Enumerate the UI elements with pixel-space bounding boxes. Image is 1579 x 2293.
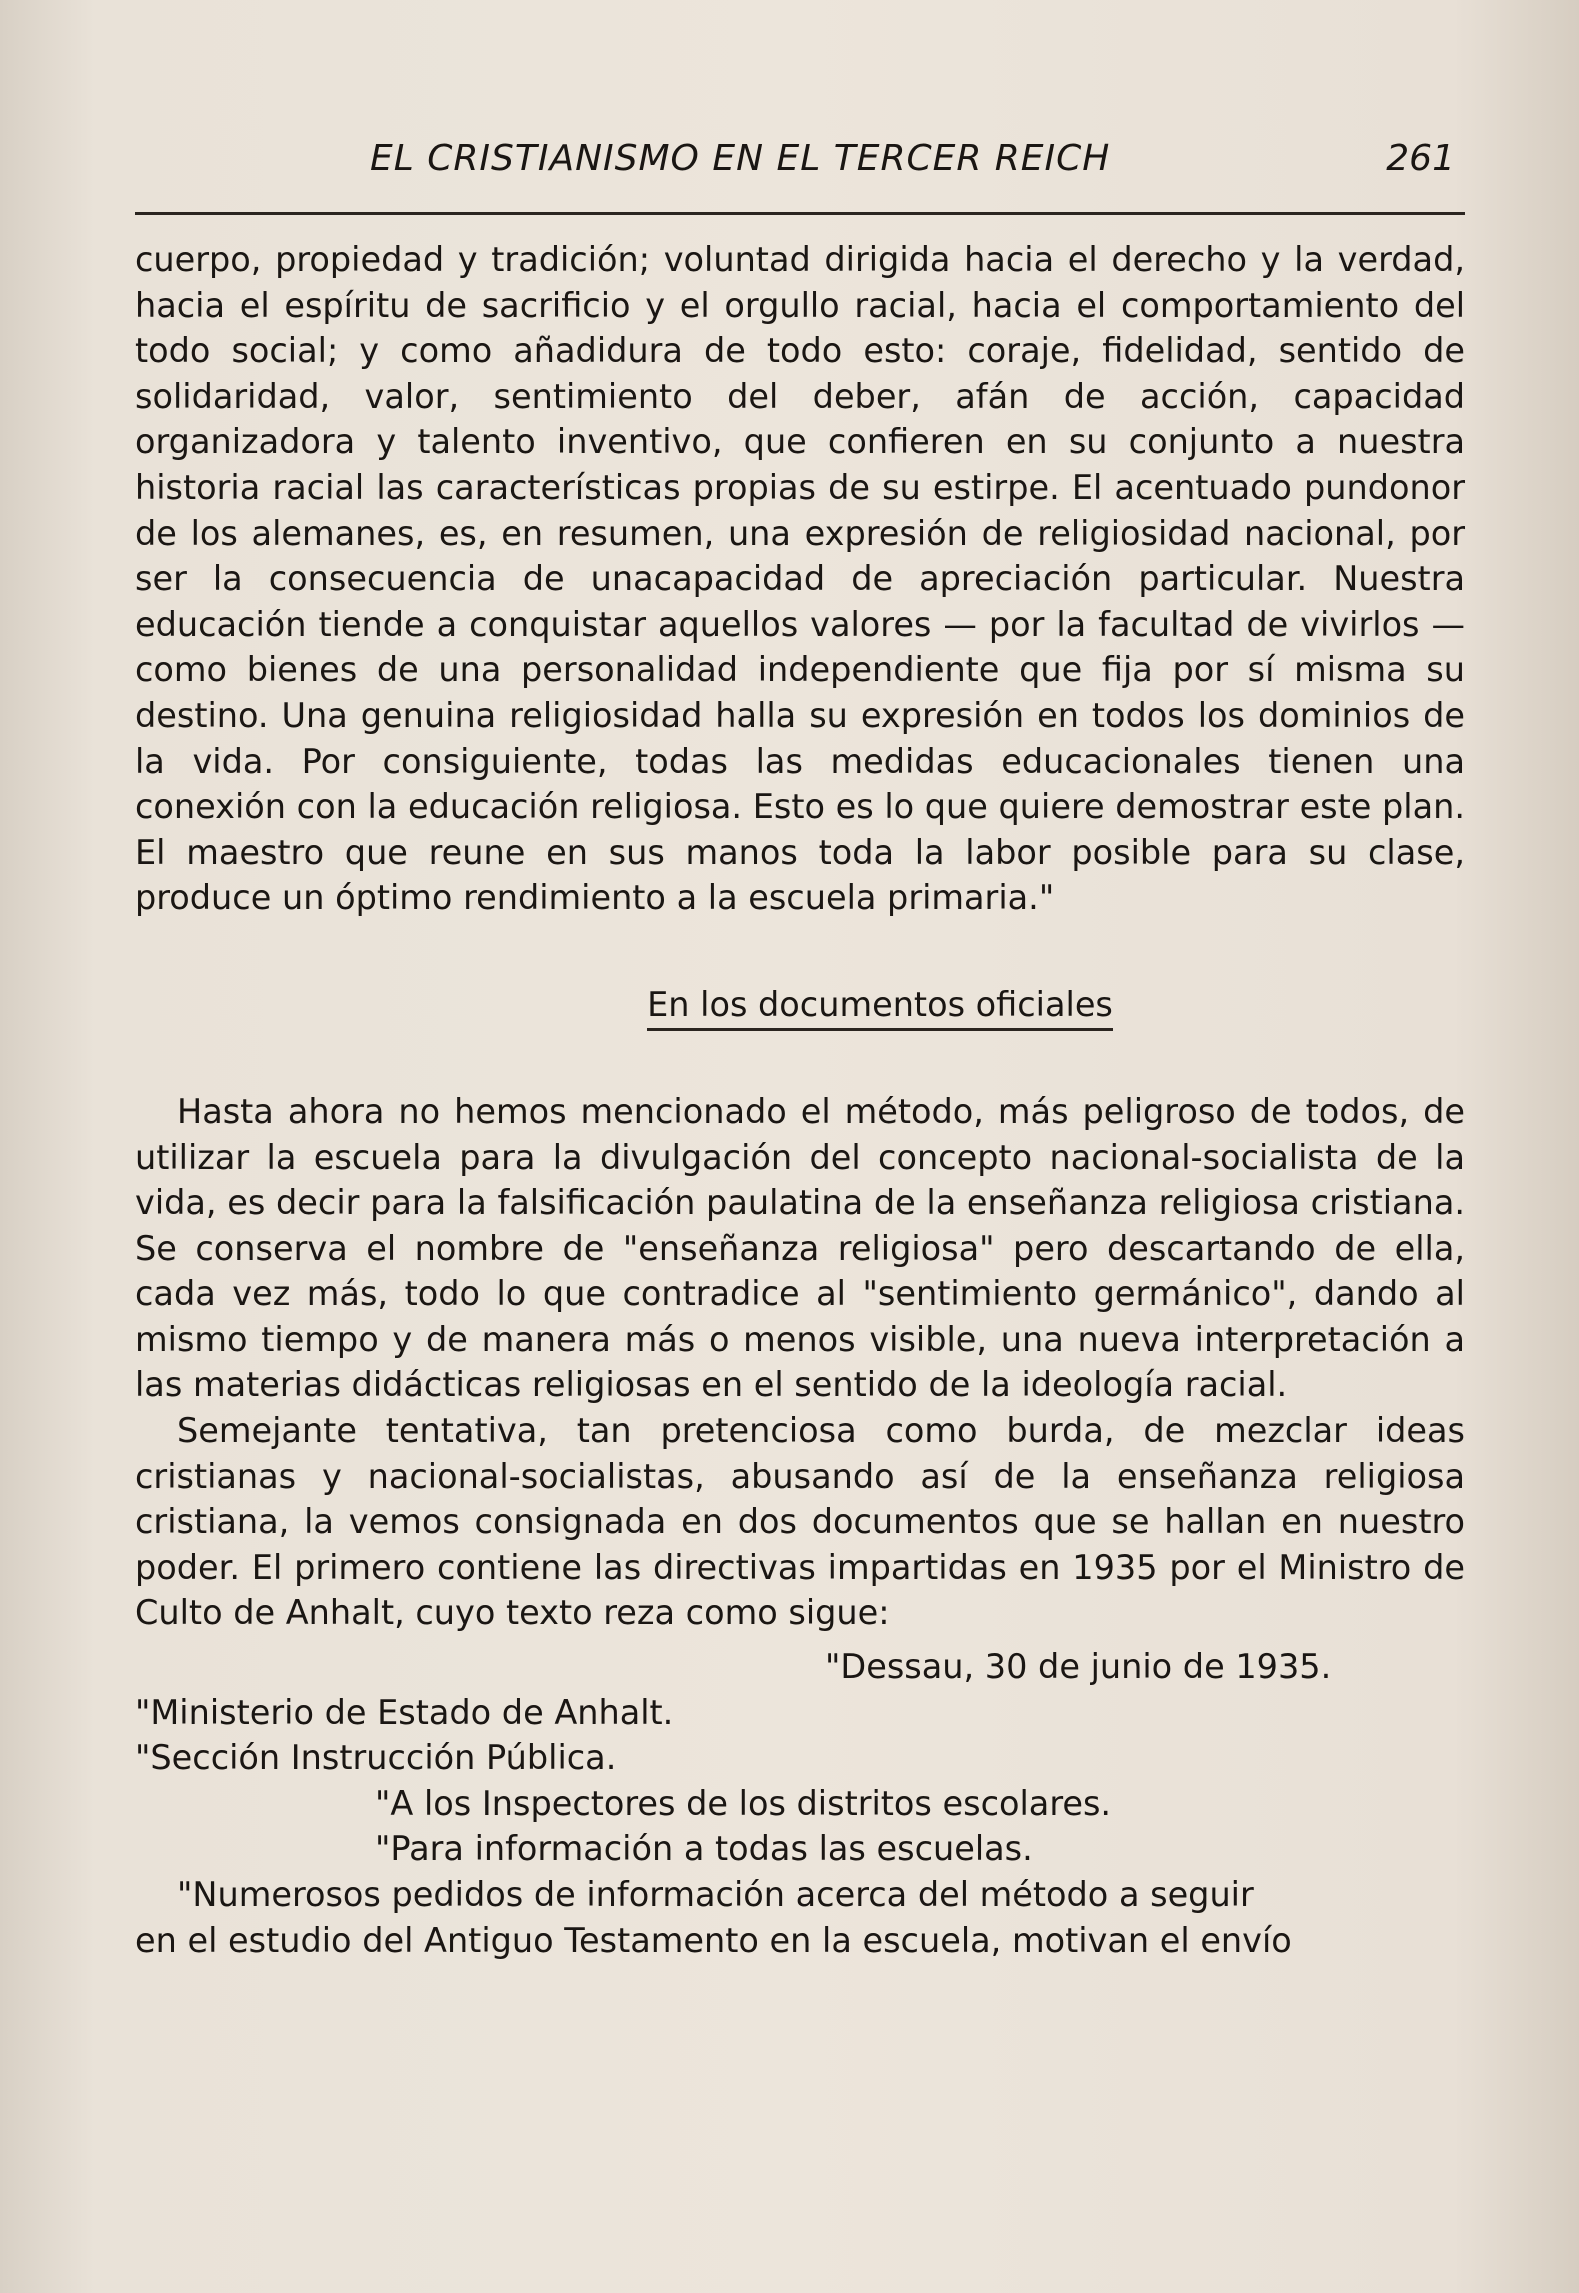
- quoted-document: [135, 1644, 1465, 1963]
- paragraph-method: Hasta ahora no hemos mencionado el método, más peligroso de todos, de utilizar la escuela para la divulgación del concepto nacional-socialista de la vida, es decir para la falsificación paulatina de la enseñanza religiosa cristiana. Se conserva el nombre de "enseñanza religiosa" pero descartando de ella, cada vez más, todo lo que contradice al "sentimiento germánico", dando al mismo tiempo y de manera más o menos visible, una nueva interpretación a las materias didácticas religiosas en el sentido de la ideología racial.: [135, 1091, 1465, 1405]
- section-heading: En los documentos oficiales: [647, 985, 1113, 1031]
- paragraph-documents: Semejante tentativa, tan pretenciosa como burda, de mezclar ideas cristianas y nacional-socialistas, abusando así de la enseñanza religiosa cristiana, la vemos consignada en dos documentos que se hallan en nuestro poder. El primero contiene las directivas impartidas en 1935 por el Ministro de Culto de Anhalt, cuyo texto reza como sigue:: [135, 1411, 1465, 1633]
- document-addressee-inspectors: "A los Inspectores de los distritos escolares.: [375, 1783, 1112, 1823]
- section-heading-container: [135, 985, 1465, 1031]
- document-body-line: "Numerosos pedidos de información acerca del método a seguir: [177, 1875, 1254, 1914]
- paragraph-continuation: cuerpo, propiedad y tradición; voluntad dirigida hacia el derecho y la verdad, hacia el espíritu de sacrificio y el orgullo racial, hacia el comportamiento del todo social; y como añadidura de todo esto: coraje, fidelidad, sentido de solidaridad, valor, sentimiento del deber, afán de acción, capacidad organizadora y talento inventivo, que confieren en su conjunto a nuestra historia racial las características propias de su estirpe. El acentuado pundonor de los alemanes, es, en resumen, una expresión de religiosidad nacional, por ser la consecuencia de unacapacidad de apreciación particular. Nuestra educación tiende a conquistar aquellos valores — por la facultad de vivirlos — como bienes de una personalidad independiente que fija por sí misma su destino. Una genuina religiosidad halla su expresión en todos los dominios de la vida. Por consiguiente, todas las medidas educacionales tienen una conexión con la educación religiosa. Esto es lo que quiere demostrar este plan. El maestro que reune en sus manos toda la labor posible para su clase, produce un óptimo rendimiento a la escuela primaria.": [135, 240, 1466, 918]
- page-number: 261: [1386, 138, 1455, 179]
- document-date: "Dessau, 30 de junio de 1935.: [825, 1647, 1332, 1687]
- running-title: EL CRISTIANISMO EN EL TERCER REICH: [370, 138, 1111, 179]
- book-page: [135, 120, 1465, 1963]
- document-ministry: "Ministerio de Estado de Anhalt.: [135, 1692, 674, 1732]
- page-header: [135, 120, 1465, 215]
- document-section: "Sección Instrucción Pública.: [135, 1738, 617, 1778]
- document-body-line: en el estudio del Antiguo Testamento en la escuela, motivan el envío: [135, 1920, 1292, 1960]
- document-addressee-schools: "Para información a todas las escuelas.: [375, 1829, 1033, 1869]
